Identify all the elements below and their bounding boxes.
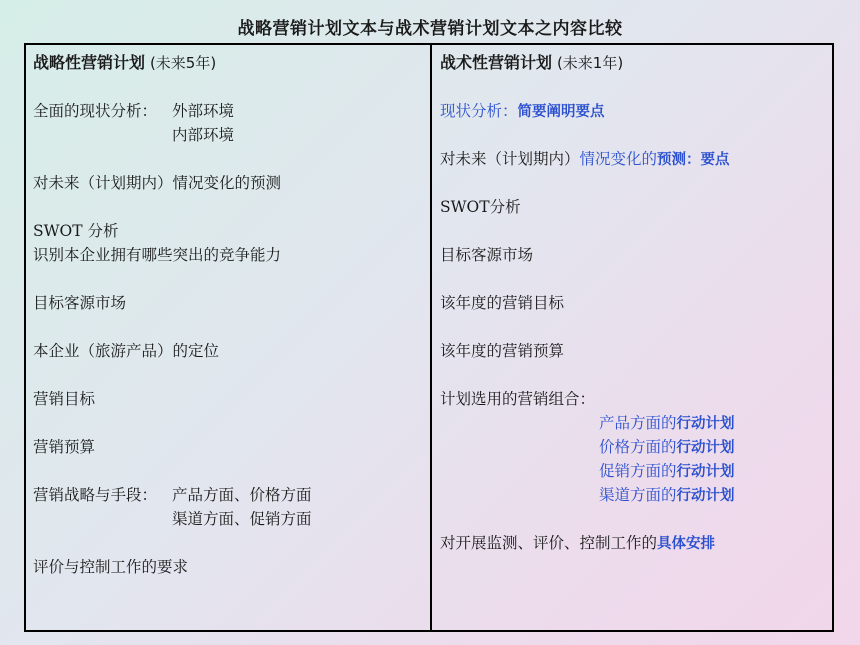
analysis-item [440, 101, 605, 122]
mix-plan: 行动计划 [676, 488, 735, 504]
analysis-label: 全面的现状分析： [33, 102, 158, 120]
annual-budget-item: 该年度的营销预算 [440, 342, 565, 360]
analysis-label: 现状分析： [440, 102, 518, 120]
strategic-plan-period: (未来5年) [149, 54, 217, 72]
tactical-plan-column [432, 45, 832, 630]
monitoring-emphasis: 具体安排 [657, 536, 716, 552]
strategic-plan-column [26, 45, 432, 630]
mix-aspect: 促销方面的 [599, 462, 677, 480]
tactical-plan-header [440, 53, 623, 73]
evaluation-item: 评价与控制工作的要求 [33, 558, 189, 576]
internal-environment: 内部环境 [172, 126, 235, 144]
mix-item [599, 437, 735, 458]
mix-plan: 行动计划 [676, 440, 735, 456]
tactical-plan-period: (未来1年) [556, 54, 624, 72]
forecast-item: 对未来（计划期内）情况变化的预测 [33, 174, 282, 192]
mix-aspect: 产品方面的 [599, 414, 677, 432]
analysis-emphasis: 简要阐明要点 [517, 104, 605, 120]
mix-item [599, 461, 735, 482]
swot-item: SWOT 分析 [33, 222, 119, 240]
competence-item: 识别本企业拥有哪些突出的竞争能力 [33, 246, 282, 264]
forecast-text: 对未来（计划期内） [440, 150, 580, 168]
positioning-item: 本企业（旅游产品）的定位 [33, 342, 220, 360]
strategic-plan-title: 战略性营销计划 [33, 53, 146, 72]
mix-aspect: 渠道方面的 [599, 486, 677, 504]
marketing-budget-item: 营销预算 [33, 438, 96, 456]
target-market-item: 目标客源市场 [33, 294, 127, 312]
mix-aspect: 价格方面的 [599, 438, 677, 456]
page-title: 战略营销计划文本与战术营销计划文本之内容比较 [237, 19, 623, 39]
monitoring-item [440, 533, 715, 554]
tactical-plan-title: 战术性营销计划 [440, 53, 553, 72]
marketing-goal-item: 营销目标 [33, 390, 96, 408]
forecast-item [440, 149, 730, 170]
swot-item: SWOT分析 [440, 198, 521, 216]
forecast-emphasis: 预测：要点 [657, 152, 730, 168]
monitoring-text: 对开展监测、评价、控制工作的 [440, 534, 658, 552]
mix-plan: 行动计划 [676, 464, 735, 480]
mix-item [599, 413, 735, 434]
strategy-line-1: 产品方面、价格方面 [172, 486, 312, 504]
mix-label: 计划选用的营销组合： [440, 390, 596, 408]
target-market-item: 目标客源市场 [440, 246, 534, 264]
strategy-line-2: 渠道方面、促销方面 [172, 510, 312, 528]
strategic-plan-header [33, 53, 216, 73]
mix-plan: 行动计划 [676, 416, 735, 432]
forecast-text-blue: 情况变化的 [579, 150, 658, 168]
annual-goal-item: 该年度的营销目标 [440, 294, 565, 312]
external-environment: 外部环境 [172, 102, 235, 120]
comparison-table [24, 43, 834, 632]
strategy-label: 营销战略与手段： [33, 486, 158, 504]
mix-item [599, 485, 735, 506]
